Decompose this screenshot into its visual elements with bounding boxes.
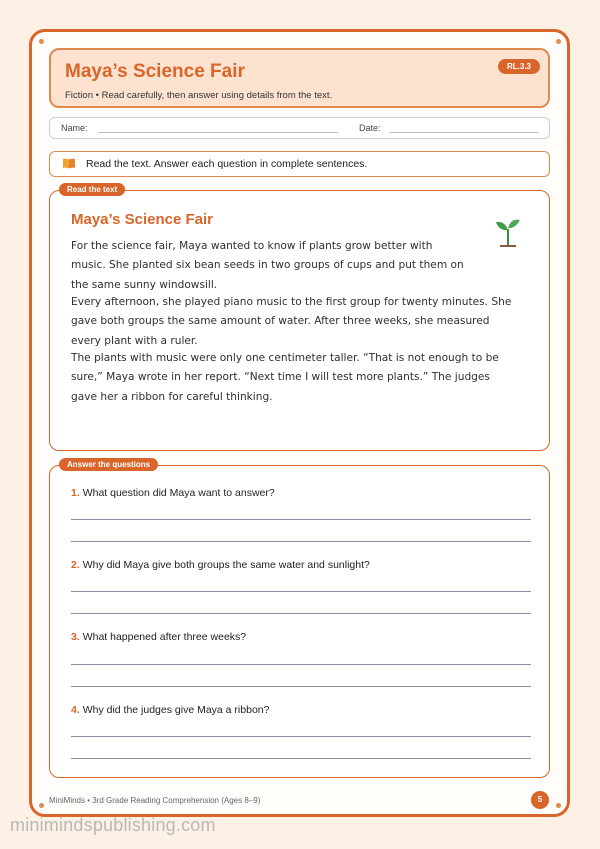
- worksheet-subtitle: Fiction • Read carefully, then answer using details from the text.: [65, 90, 333, 101]
- answer-line[interactable]: [71, 541, 531, 542]
- instructions-text: Read the text. Answer each question in complete sentences.: [86, 158, 368, 170]
- question-4: [71, 704, 269, 716]
- story-line: every plant with a ruler.: [71, 334, 198, 347]
- answer-line[interactable]: [71, 686, 531, 687]
- story-line: the same sunny windowsill.: [71, 278, 218, 291]
- question-2: [71, 559, 370, 571]
- story-line: music. She planted six bean seeds in two groups of cups and put them on: [71, 259, 464, 272]
- answer-line[interactable]: [71, 758, 531, 759]
- story-paragraph-1: [71, 237, 464, 295]
- name-date-bar: [49, 117, 550, 139]
- standard-badge: RL.3.3: [498, 59, 540, 74]
- read-text-tag: Read the text: [59, 183, 125, 196]
- name-label: Name:: [61, 123, 88, 133]
- date-field[interactable]: [389, 132, 539, 133]
- story-title: Maya’s Science Fair: [71, 211, 214, 228]
- answer-questions-tag: Answer the questions: [59, 458, 158, 471]
- question-number: 1.: [71, 487, 80, 499]
- question-text: What happened after three weeks?: [82, 631, 247, 643]
- corner-dot: [39, 39, 44, 44]
- question-text: What question did Maya want to answer?: [82, 487, 275, 499]
- instructions-bar: [49, 151, 550, 177]
- story-paragraph-2: [71, 293, 511, 351]
- page-number: 5: [531, 791, 549, 809]
- answer-line[interactable]: [71, 664, 531, 665]
- date-label: Date:: [359, 123, 381, 133]
- reading-passage-box: [49, 185, 550, 451]
- corner-dot: [556, 39, 561, 44]
- story-line: gave both groups the same amount of water. After three weeks, she measured: [71, 315, 490, 328]
- question-text: Why did the judges give Maya a ribbon?: [82, 704, 270, 716]
- story-paragraph-3: [71, 349, 499, 407]
- watermark: minimindspublishing.com: [10, 815, 216, 835]
- story-line: sure,” Maya wrote in her report. “Next time I will test more plants.” The judges: [71, 371, 490, 384]
- answer-line[interactable]: [71, 736, 531, 737]
- question-number: 3.: [71, 631, 80, 643]
- worksheet-title: Maya’s Science Fair: [65, 61, 245, 82]
- answer-line[interactable]: [71, 519, 531, 520]
- book-icon: [62, 158, 76, 169]
- name-field[interactable]: [98, 132, 338, 133]
- footer-text: MiniMinds • 3rd Grade Reading Comprehension (Ages 8–9): [49, 796, 261, 805]
- corner-dot: [39, 803, 44, 808]
- sprout-icon: [491, 215, 525, 249]
- story-line: For the science fair, Maya wanted to know if plants grow better with: [71, 240, 433, 252]
- story-line: Every afternoon, she played piano music to the first group for twenty minutes. She: [71, 296, 512, 308]
- answer-line[interactable]: [71, 613, 531, 614]
- corner-dot: [556, 803, 561, 808]
- question-text: Why did Maya give both groups the same water and sunlight?: [82, 559, 370, 571]
- worksheet-header: [49, 48, 550, 108]
- question-3: [71, 631, 246, 643]
- questions-box: [49, 460, 550, 778]
- story-line: The plants with music were only one centimeter taller. “That is not enough to be: [71, 352, 499, 364]
- story-line: gave her a ribbon for careful thinking.: [71, 390, 273, 403]
- answer-line[interactable]: [71, 591, 531, 592]
- question-number: 2.: [71, 559, 80, 571]
- question-number: 4.: [71, 704, 80, 716]
- question-1: [71, 487, 275, 499]
